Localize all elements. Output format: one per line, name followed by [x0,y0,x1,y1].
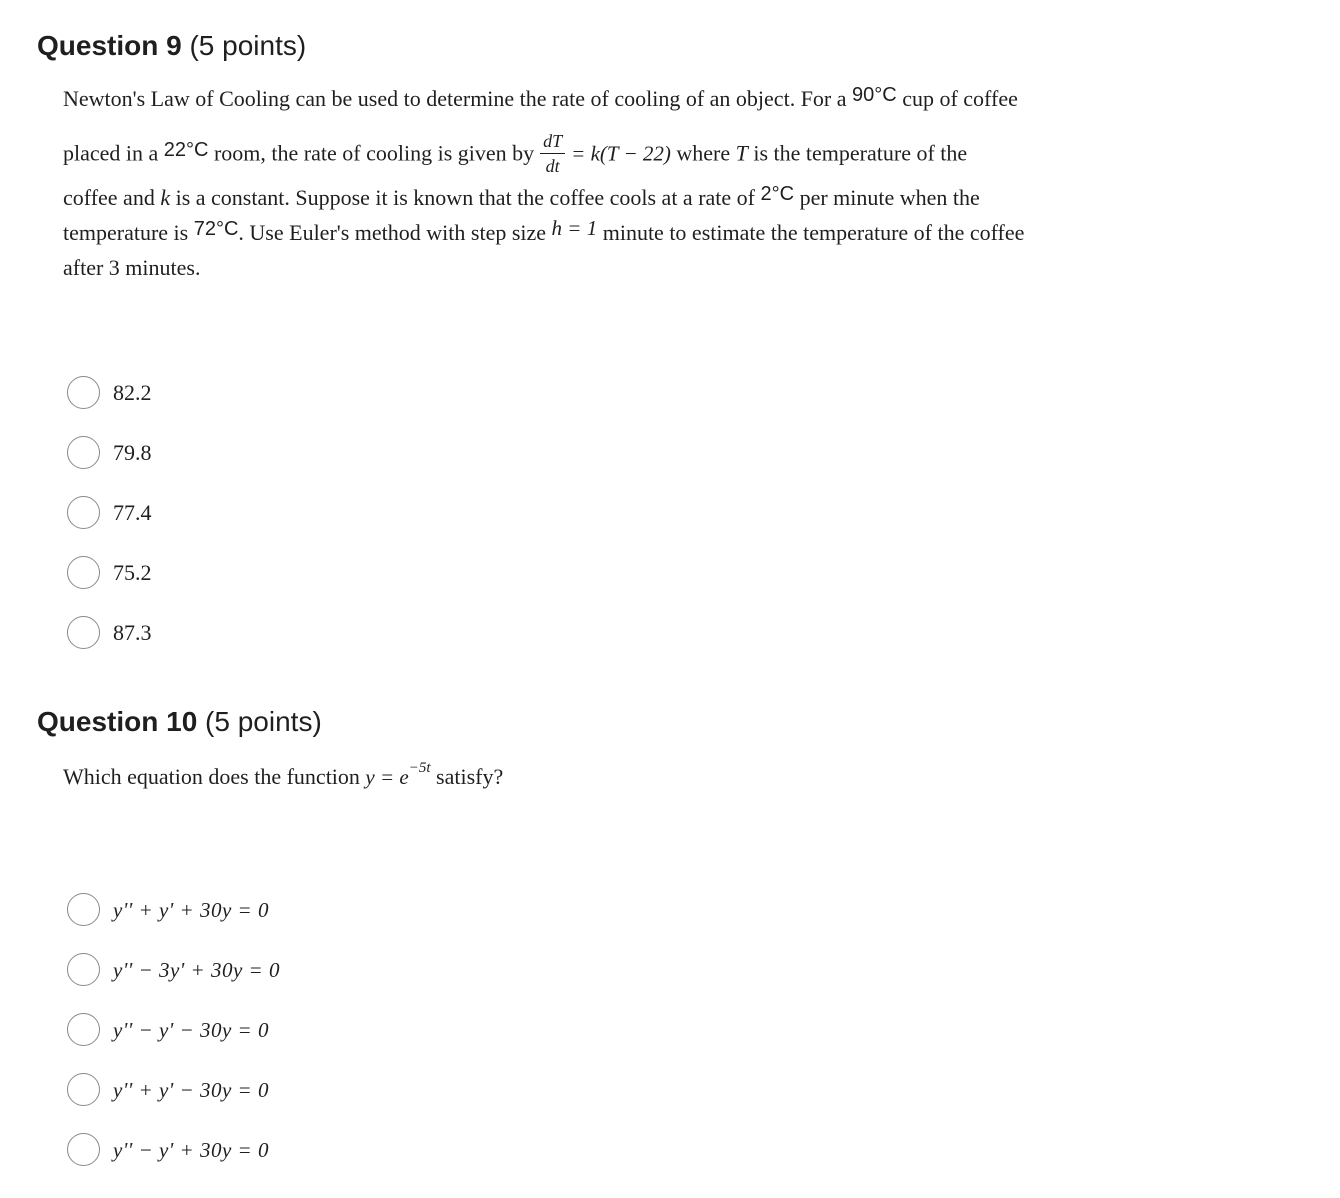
radio-button[interactable] [67,1013,100,1046]
question-10-points: (5 points) [205,706,322,737]
stem-line-4: temperature is 72°C. Use Euler's method with step size h = 1 minute to estimate the temperature of the coffee [63,216,1025,245]
radio-button[interactable] [67,376,100,409]
question-9-points: (5 points) [189,30,307,61]
question-10-heading [37,705,322,739]
radio-button[interactable] [67,496,100,529]
stem-line-5: after 3 minutes. [63,255,201,280]
stem-line: Which equation does the function $y = e^{-5t}$ satisfy? [63,760,504,789]
derivative-fraction: $\frac{dT}{dt}$ [540,131,565,176]
question-10-title: Question 10 [37,706,198,737]
stem-line-3: coffee and k is a constant. Suppose it is known that the coffee cools at a rate of 2°C per minute when the [63,183,980,210]
room-temperature: 22°C [163,138,209,161]
radio-button[interactable] [67,953,100,986]
known-temperature: 72°C [193,218,239,240]
radio-button[interactable] [67,1133,100,1166]
coffee-temperature: 90°C [852,84,897,106]
question-9-title: Question 9 [37,30,182,61]
radio-button[interactable] [67,893,100,926]
radio-button[interactable] [67,616,100,649]
function-expression: y = e [365,765,409,789]
radio-button[interactable] [67,436,100,469]
radio-button[interactable] [67,1073,100,1106]
cooling-equation: = k(T − 22) [571,141,671,166]
question-9-heading [37,29,306,63]
radio-button[interactable] [67,556,100,589]
function-exponent: −5t [408,760,431,776]
cooling-rate: 2°C [760,183,795,205]
stem-line-2: placed in a 22°C room, the rate of cooling is given by $\frac{dT}{dt}$ = k(T − 22) where T is the temperature of the [63,131,968,176]
step-size: h = 1 [551,216,598,240]
stem-line-1: Newton's Law of Cooling can be used to determine the rate of cooling of an object. For a 90°C cup of coffee [63,84,1018,111]
